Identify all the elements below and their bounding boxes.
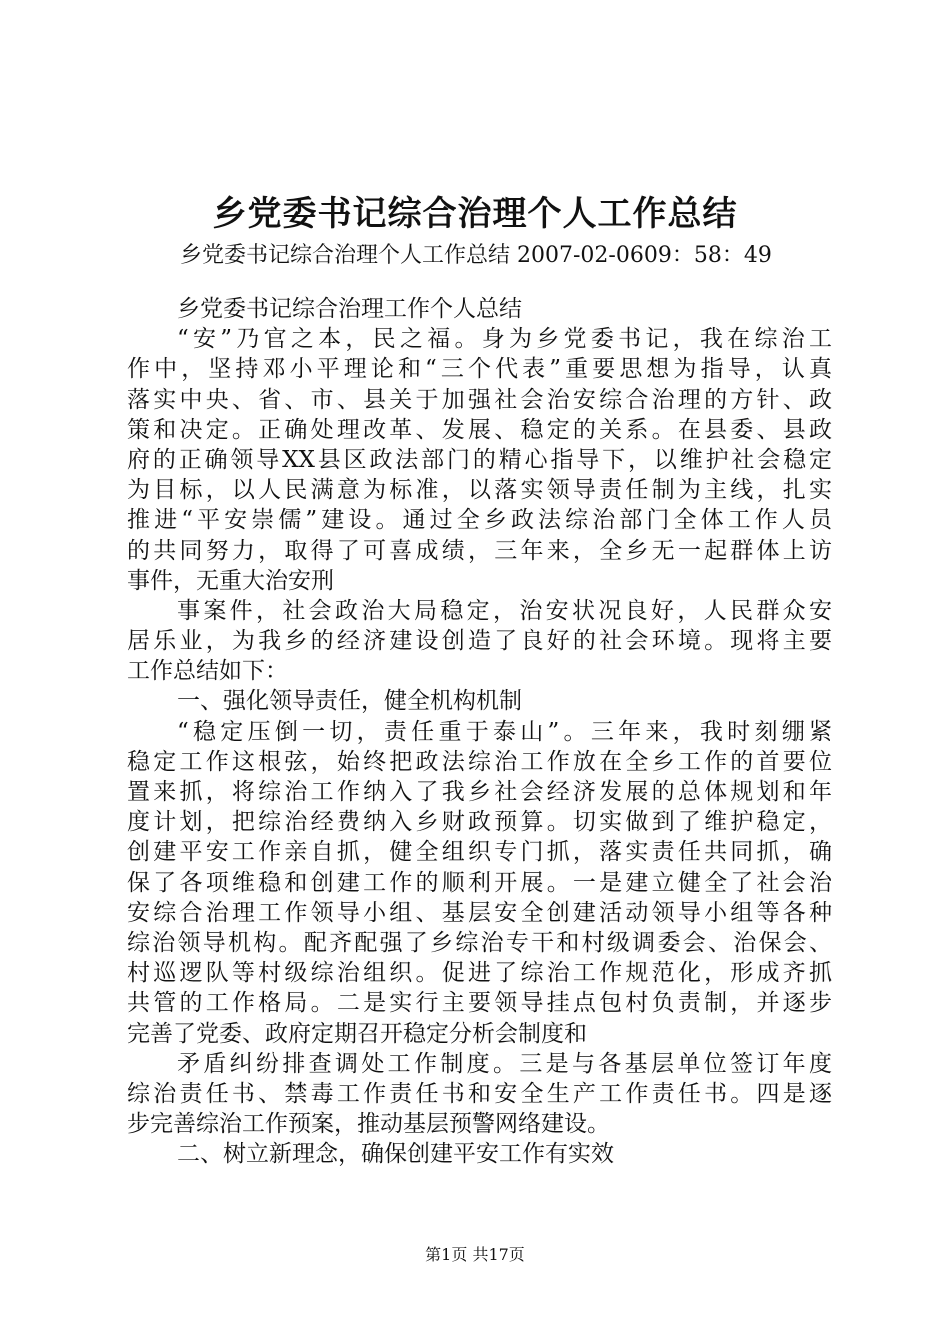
body-line: 府的正确领导XX县区政法部门的精心指导下，以维护社会稳定 — [127, 446, 832, 473]
body-line: 事件，无重大治安刑 — [127, 567, 334, 594]
body-line: 居乐业，为我乡的经济建设创造了良好的社会环境。现将主要 — [127, 628, 832, 655]
document-title: 乡党委书记综合治理个人工作总结 — [212, 194, 738, 234]
body-line: 综治领导机构。配齐配强了乡综治专干和村级调委会、治保会、 — [127, 929, 832, 956]
body-line: 作中，坚持邓小平理论和“三个代表”重要思想为指导，认真 — [127, 356, 832, 383]
body-line: 的共同努力，取得了可喜成绩，三年来，全乡无一起群体上访 — [127, 537, 832, 564]
page-footer: 第1页 共17页 — [425, 1245, 525, 1264]
body-line: 度计划，把综治经费纳入乡财政预算。切实做到了维护稳定， — [127, 809, 832, 836]
body-line: “安”乃官之本，民之福。身为乡党委书记，我在综治工 — [177, 326, 832, 353]
body-line: 完善了党委、政府定期召开稳定分析会制度和 — [127, 1020, 587, 1047]
body-line: 二、树立新理念，确保创建平安工作有实效 — [177, 1141, 614, 1168]
document-subtitle: 乡党委书记综合治理个人工作总结 2007-02-0609：58：49 — [180, 243, 772, 268]
body-line: 为目标，以人民满意为标准，以落实领导责任制为主线，扎实 — [127, 477, 832, 504]
body-line: 事案件，社会政治大局稳定，治安状况良好，人民群众安 — [177, 597, 832, 624]
body-line: 置来抓，将综治工作纳入了我乡社会经济发展的总体规划和年 — [127, 779, 832, 805]
body-line: 安综合治理工作领导小组、基层安全创建活动领导小组等各种 — [127, 899, 832, 926]
body-line: 共管的工作格局。二是实行主要领导挂点包村负责制，并逐步 — [127, 990, 832, 1017]
body-line: 矛盾纠纷排查调处工作制度。三是与各基层单位签订年度 — [177, 1050, 832, 1077]
body-line: 步完善综治工作预案，推动基层预警网络建设。 — [127, 1111, 610, 1138]
body-line: 村巡逻队等村级综治组织。促进了综治工作规范化，形成齐抓 — [127, 960, 832, 987]
body-line: 工作总结如下： — [127, 658, 288, 685]
body-line: “稳定压倒一切，责任重于泰山”。三年来，我时刻绷紧 — [177, 718, 832, 745]
body-line: 推进“平安崇儒”建设。通过全乡政法综治部门全体工作人员 — [127, 507, 832, 534]
body-line: 落实中央、省、市、县关于加强社会治安综合治理的方针、政 — [127, 386, 832, 413]
body-line: 综治责任书、禁毒工作责任书和安全生产工作责任书。四是逐 — [127, 1080, 832, 1107]
body-line: 创建平安工作亲自抓，健全组织专门抓，落实责任共同抓，确 — [127, 839, 832, 866]
body-line: 稳定工作这根弦，始终把政法综治工作放在全乡工作的首要位 — [127, 748, 832, 775]
document-body — [127, 294, 832, 1169]
body-line: 乡党委书记综合治理工作个人总结 — [177, 296, 522, 322]
body-line: 策和决定。正确处理改革、发展、稳定的关系。在县委、县政 — [127, 416, 832, 443]
body-line: 一、强化领导责任，健全机构机制 — [177, 688, 522, 715]
body-line: 保了各项维稳和创建工作的顺利开展。一是建立健全了社会治 — [127, 869, 832, 896]
